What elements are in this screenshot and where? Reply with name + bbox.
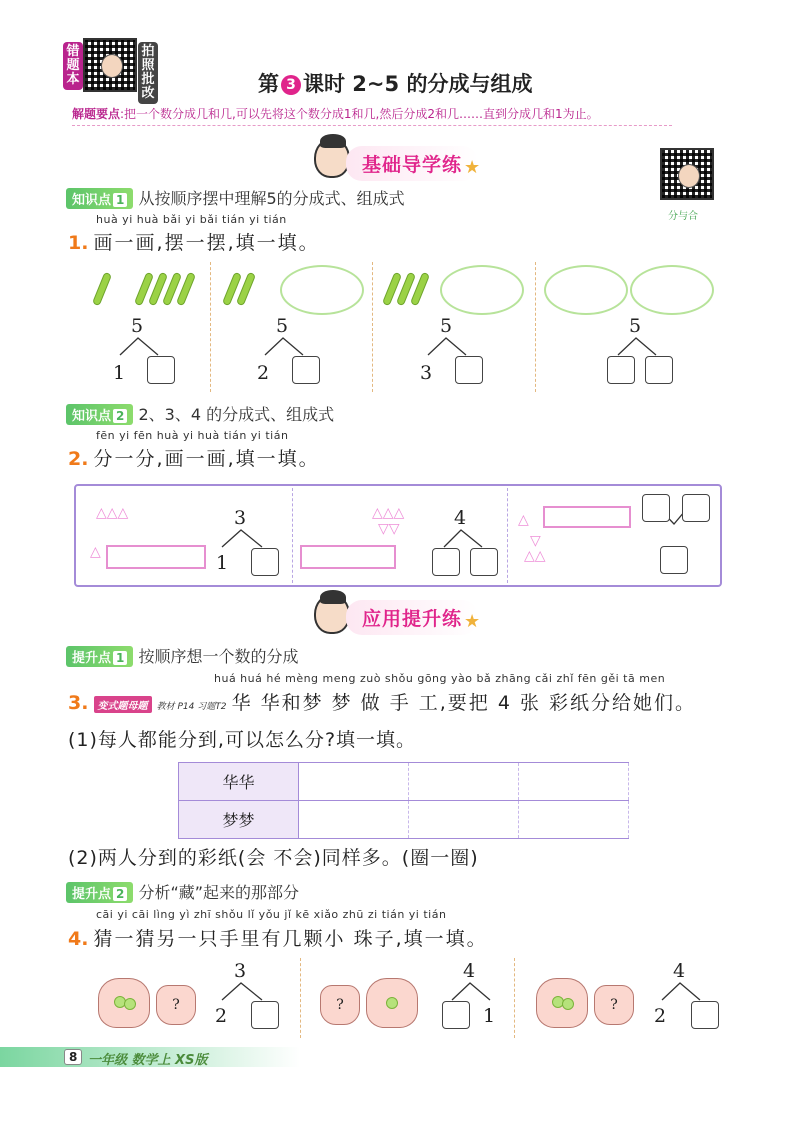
part-number: 2 [654,1005,667,1027]
fist-icon: ? [320,985,360,1025]
q3-sub2: (2)两人分到的彩纸(会 不会)同样多。(圈一圈) [68,847,479,869]
drawing-box[interactable] [106,545,206,569]
fist-icon: ? [594,985,634,1025]
answer-box[interactable] [292,356,320,384]
answer-box[interactable] [470,548,498,576]
triangle-shapes: △△△ [372,505,405,521]
kp-text: 分析“藏”起来的那部分 [138,883,300,902]
fist-icon: ? [156,985,196,1025]
answer-cell[interactable] [409,801,519,839]
divider [292,488,293,583]
improvement-point-1 [66,644,298,667]
whole-number: 5 [629,315,642,337]
tip-label: 解题要点 [72,107,121,121]
part-number: 2 [215,1005,228,1027]
kp-badge: 提升点 1 [66,646,133,667]
whole-number: 5 [276,315,289,337]
triangle-shape: △ [518,512,529,528]
star-icon: ★ [464,611,481,632]
divider [300,958,301,1038]
q4-prompt [68,924,488,951]
kp-text: 按顺序想一个数的分成 [138,647,299,666]
title-prefix: 第 [258,72,279,96]
answer-box[interactable] [645,356,673,384]
q4-text: 猜一猜另一只手里有几颗小 珠子,填一填。 [93,928,488,950]
answer-box[interactable] [251,1001,279,1029]
q2-number: 2. [68,448,89,470]
q1-text: 画一画,摆一摆,填一填。 [93,232,320,254]
q2-prompt [68,444,320,471]
answer-cell[interactable] [519,801,629,839]
answer-box[interactable] [607,356,635,384]
q2-text: 分一分,画一画,填一填。 [93,448,320,470]
answer-box[interactable] [147,356,175,384]
answer-box[interactable] [682,494,710,522]
triangle-shapes: △△ [524,548,546,564]
variant-tag: 变式题母题 [94,696,152,713]
q4-pinyin: cāi yi cāi lìng yì zhī shǒu lǐ yǒu jǐ kē xiǎo zhū zi tián yi tián [96,908,447,921]
share-table [178,762,629,839]
knowledge-point-2 [66,402,334,425]
q3-sub1: (1)每人都能分到,可以怎么分?填一填。 [68,729,417,751]
qr-caption: 分与合 [668,211,698,222]
variant-source: 教材 P14 习题T2 [156,702,227,712]
triangle-shape: ▽ [530,533,541,549]
bead [124,998,136,1010]
section-title-basic: 基础导学练 [346,146,478,181]
cartoon-kid-icon [314,594,350,634]
answer-box[interactable] [691,1001,719,1029]
triangle-shapes: ▽▽ [378,521,400,537]
title-suffix: 课时 2~5 的分成与组成 [303,72,533,96]
q3-number: 3. [68,692,89,714]
answer-box[interactable] [432,548,460,576]
section-title-advanced: 应用提升练 [346,600,478,635]
q1-pinyin: huà yi huà bǎi yi bǎi tián yi tián [96,213,287,226]
answer-box[interactable] [442,1001,470,1029]
table-row [179,763,629,801]
answer-cell[interactable] [519,763,629,801]
whole-number: 3 [234,507,247,529]
photo-grade-tag: 拍照批改 [138,42,158,104]
improvement-point-2 [66,880,299,903]
part-number: 3 [420,362,433,384]
q3-text: 华 华和梦 梦 做 手 工,要把 4 张 彩纸分给她们。 [231,692,697,714]
kp-text: 2、3、4 的分成式、组成式 [138,405,335,424]
triangle-shape: △ [90,544,101,560]
kp-badge: 提升点 2 [66,882,133,903]
page-number: 8 [64,1049,82,1065]
answer-box[interactable] [660,546,688,574]
divider [507,488,508,583]
answer-box[interactable] [455,356,483,384]
kp-badge: 知识点 1 [66,188,133,209]
answer-cell[interactable] [409,763,519,801]
whole-number: 4 [463,960,476,982]
whole-number: 4 [454,507,467,529]
answer-cell[interactable] [299,801,409,839]
answer-cell[interactable] [299,763,409,801]
row-label: 华华 [179,763,299,801]
table-row [179,801,629,839]
whole-number: 3 [234,960,247,982]
wrong-book-tag: 错题本 [63,42,83,90]
bead [562,998,574,1010]
q4-number: 4. [68,928,89,950]
drawing-box[interactable] [543,506,631,528]
row-label: 梦梦 [179,801,299,839]
whole-number: 5 [131,315,144,337]
lesson-number-badge: 3 [281,75,301,95]
part-number: 1 [113,362,126,384]
part-number: 2 [257,362,270,384]
triangle-shapes: △△△ [96,505,129,521]
star-icon: ★ [464,157,481,178]
kp-text: 从按顺序摆中理解5的分成式、组成式 [138,189,405,208]
answer-box[interactable] [251,548,279,576]
tip-text: :把一个数分成几和几,可以先将这个数分成1和几,然后分成2和几……直到分成几和1为止。 [120,107,599,121]
part-number: 1 [216,552,229,574]
whole-number: 5 [440,315,453,337]
divider [514,958,515,1038]
q3-pinyin: huá huá hé mèng meng zuò shǒu gōng yào bǎ zhāng cǎi zhǐ fēn gěi tā men [214,672,666,685]
q2-pinyin: fēn yi fēn huà yi huà tián yi tián [96,429,289,442]
footer-grade-label: 一年级 数学上 XS版 [88,1053,208,1068]
drawing-box[interactable] [300,545,396,569]
whole-number: 4 [673,960,686,982]
part-number: 1 [483,1005,496,1027]
answer-box[interactable] [642,494,670,522]
bead [386,997,398,1009]
q1-number: 1. [68,232,89,254]
q3-prompt [68,688,696,715]
kp-badge: 知识点 2 [66,404,133,425]
